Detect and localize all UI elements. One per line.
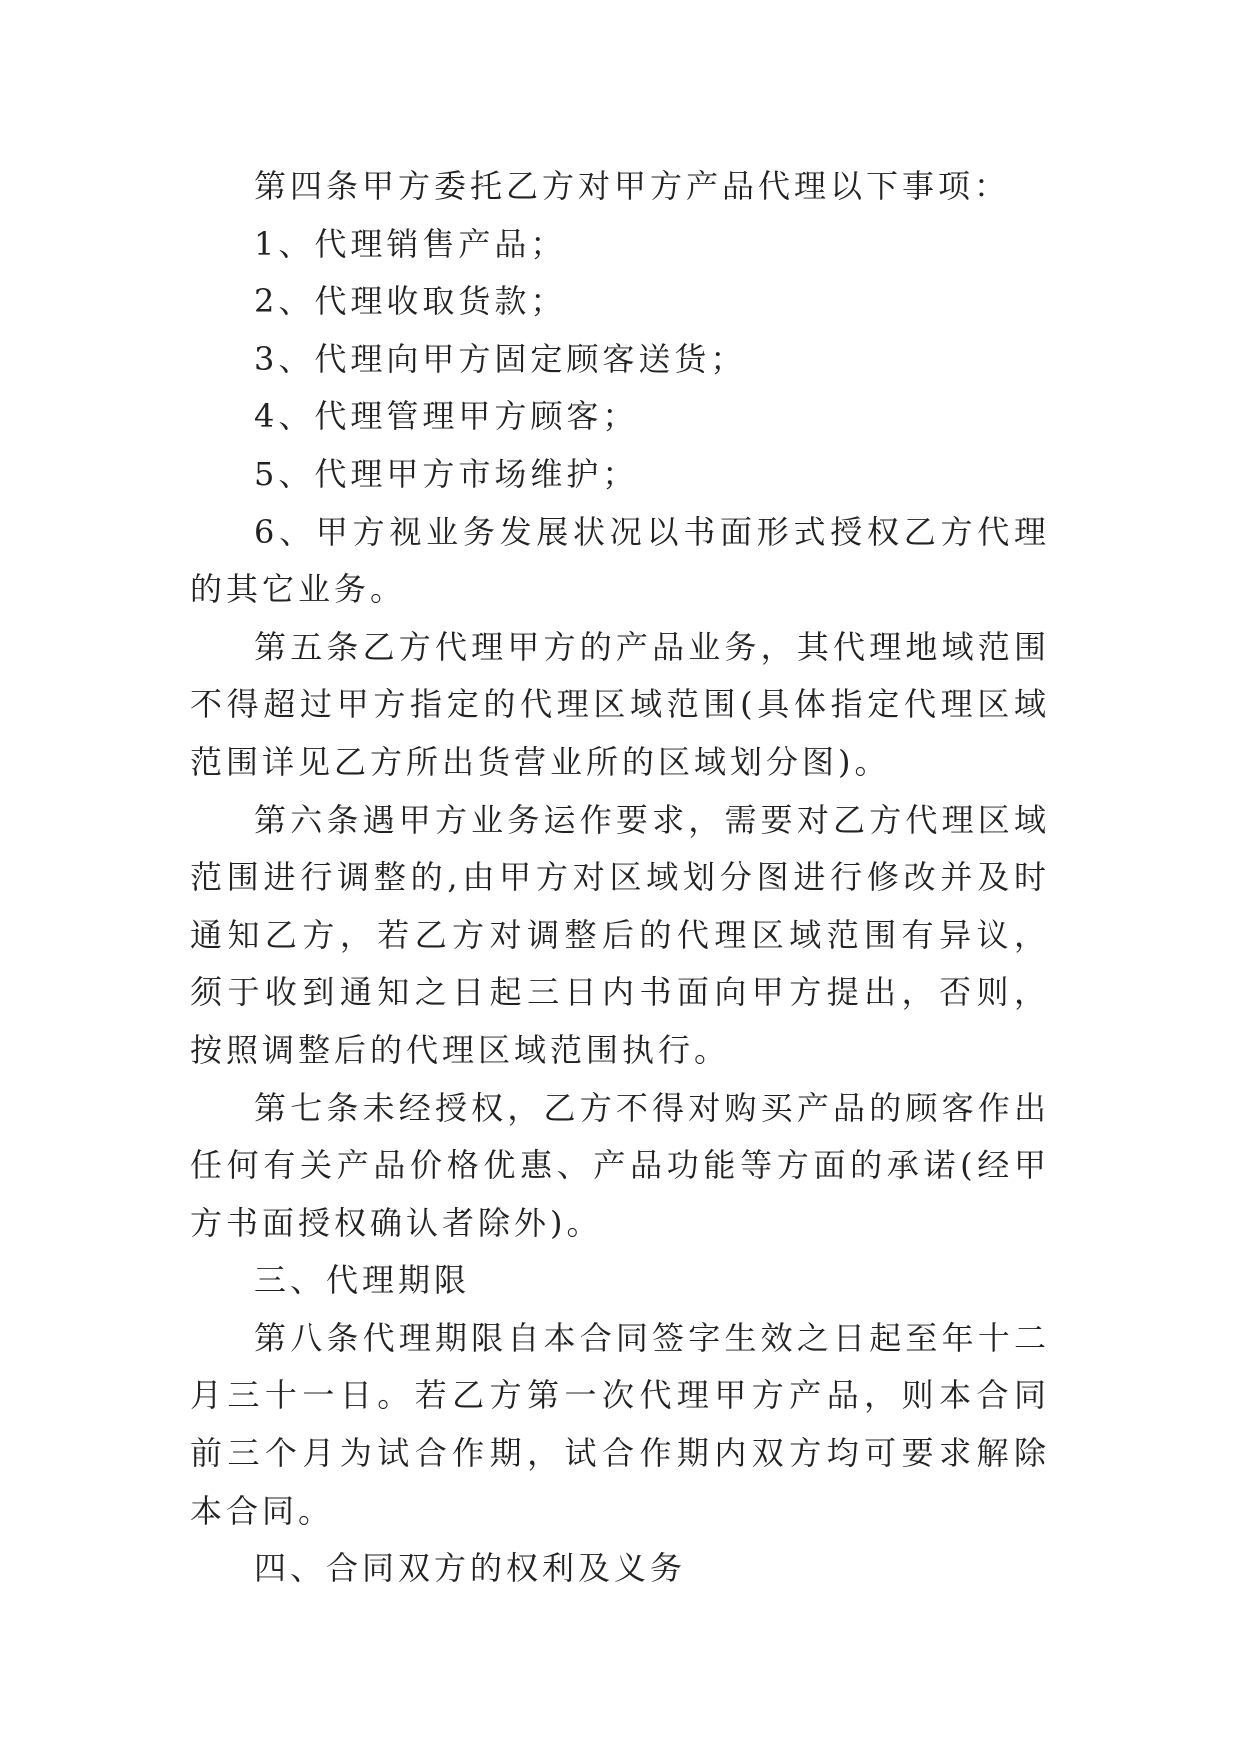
document-body [190, 158, 1050, 1598]
list-item-1: 1、代理销售产品； [254, 224, 567, 263]
article-6-paragraph: 第六条遇甲方业务运作要求，需要对乙方代理区域范围进行调整的,由甲方对区域划分图进行修改并及时通知乙方，若乙方对调整后的代理区域范围有异议，须于收到通知之日起三日内书面向甲方提出，否则，按照调整后的代理区域范围执行。 [190, 800, 1050, 1069]
section-3-heading: 三、代理期限 [254, 1261, 471, 1300]
article-7-paragraph: 第七条未经授权，乙方不得对购买产品的顾客作出任何有关产品价格优惠、产品功能等方面的承诺(经甲方书面授权确认者除外)。 [190, 1088, 1050, 1242]
article-4-paragraph: 第四条甲方委托乙方对甲方产品代理以下事项： [254, 167, 1011, 205]
list-item-3: 3、代理向甲方固定顾客送货； [254, 339, 747, 378]
article-8-paragraph: 第八条代理期限自本合同签字生效之日起至年十二月三十一日。若乙方第一次代理甲方产品，则本合同前三个月为试合作期，试合作期内双方均可要求解除本合同。 [190, 1318, 1050, 1530]
list-item-2: 2、代理收取货款； [254, 282, 567, 321]
list-item-6: 6、甲方视业务发展状况以书面形式授权乙方代理的其它业务。 [190, 512, 1050, 609]
article-5-paragraph: 第五条乙方代理甲方的产品业务，其代理地域范围不得超过甲方指定的代理区域范围(具体指定代理区域范围详见乙方所出货营业所的区域划分图)。 [190, 627, 1050, 781]
list-item-5: 5、代理甲方市场维护； [254, 454, 639, 493]
list-item-4: 4、代理管理甲方顾客； [254, 397, 639, 436]
section-4-heading: 四、合同双方的权利及义务 [254, 1549, 687, 1588]
